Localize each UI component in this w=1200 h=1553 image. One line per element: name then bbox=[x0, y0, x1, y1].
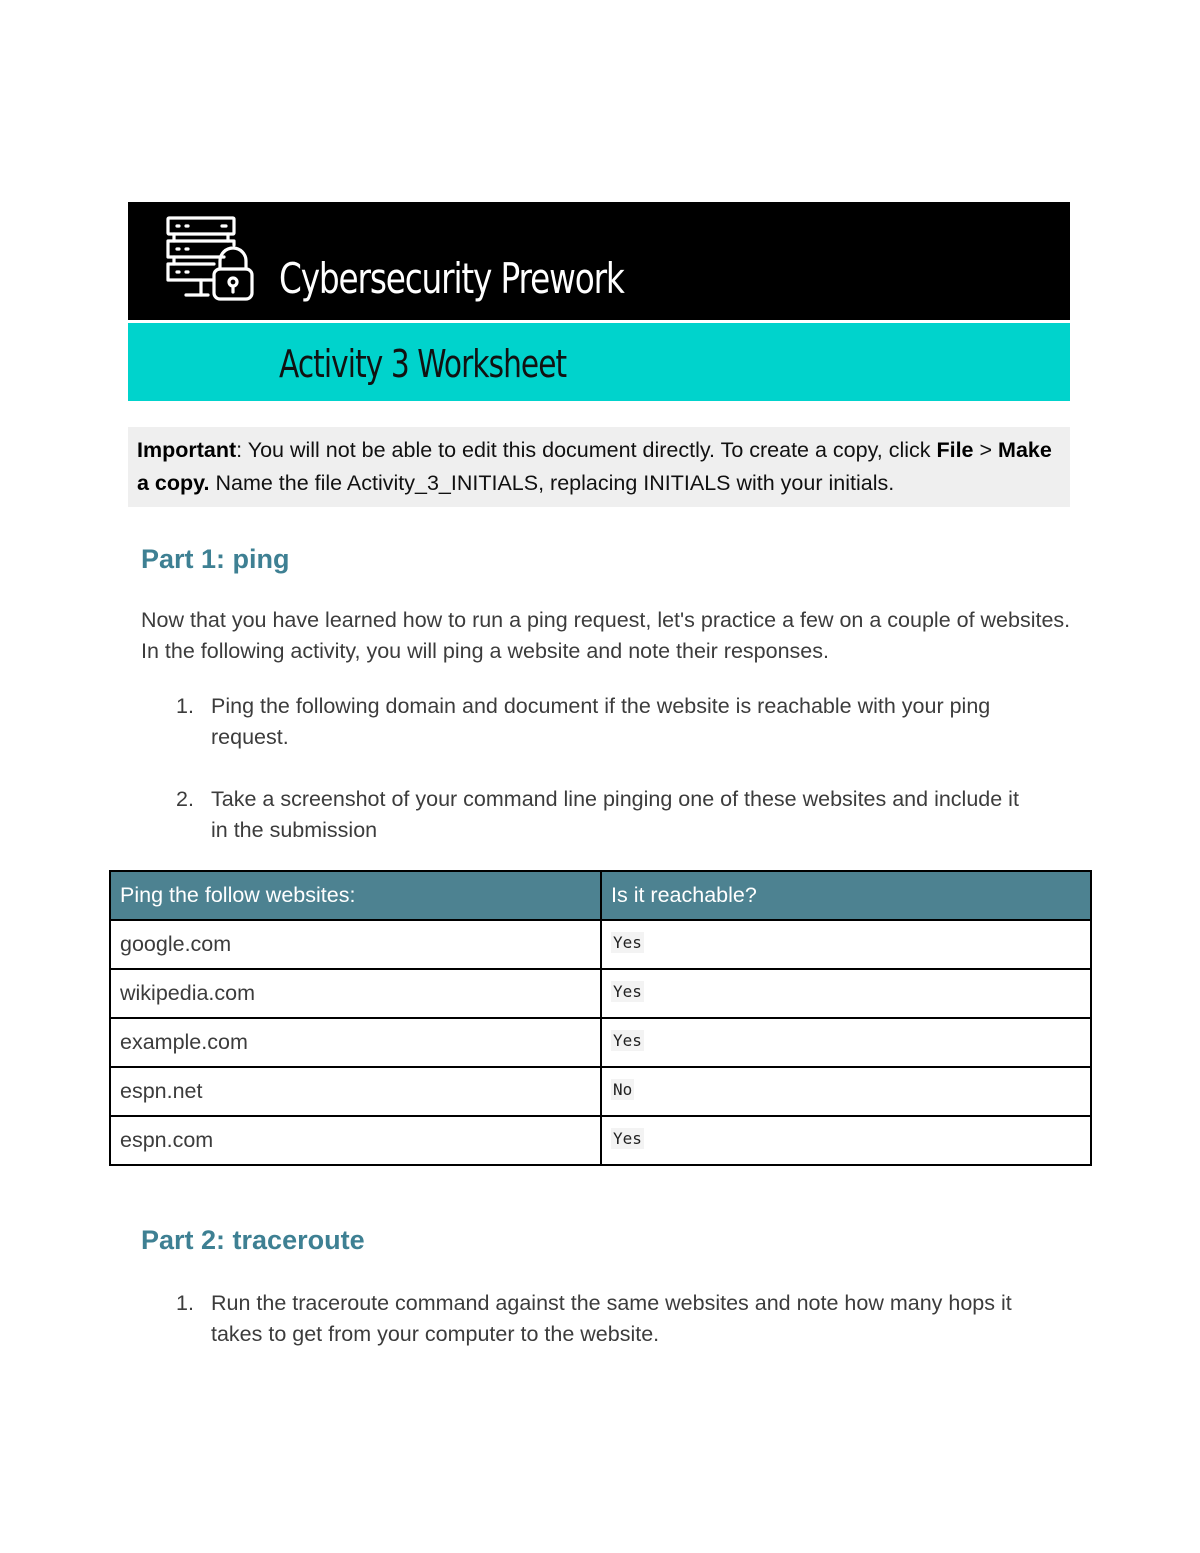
file-menu-label: File bbox=[936, 438, 974, 462]
reachable-answer: Yes bbox=[613, 933, 642, 952]
reachable-cell[interactable] bbox=[601, 969, 1091, 1018]
important-notice bbox=[128, 427, 1070, 507]
table-row bbox=[110, 1116, 1091, 1165]
list-number: 1. bbox=[176, 1291, 194, 1315]
reachable-cell[interactable] bbox=[601, 1067, 1091, 1116]
title-banner bbox=[128, 202, 1070, 320]
subtitle-banner bbox=[128, 323, 1070, 401]
website-cell: google.com bbox=[110, 920, 601, 969]
list-number: 1. bbox=[176, 694, 194, 718]
part1-heading: Part 1: ping bbox=[141, 544, 290, 574]
list-number: 2. bbox=[176, 787, 194, 811]
reachable-cell[interactable] bbox=[601, 1116, 1091, 1165]
website-cell: espn.net bbox=[110, 1067, 601, 1116]
column-header-reachable: Is it reachable? bbox=[601, 871, 1091, 920]
reachable-cell[interactable] bbox=[601, 920, 1091, 969]
table-row bbox=[110, 969, 1091, 1018]
part1-intro: Now that you have learned how to run a ping request, let's practice a few on a couple of websites. In the following activity, you will ping a website and note their responses. bbox=[141, 608, 1071, 663]
reachable-answer: No bbox=[613, 1080, 633, 1099]
reachable-answer: Yes bbox=[613, 1031, 642, 1050]
document-title: Cybersecurity Prework bbox=[279, 254, 624, 303]
table-row bbox=[110, 1018, 1091, 1067]
website-cell: wikipedia.com bbox=[110, 969, 601, 1018]
list-text: Take a screenshot of your command line pinging one of these websites and include it in the submission bbox=[211, 787, 1019, 842]
website-cell: example.com bbox=[110, 1018, 601, 1067]
list-text: Ping the following domain and document if the website is reachable with your ping request. bbox=[211, 694, 991, 749]
website-cell: espn.com bbox=[110, 1116, 601, 1165]
notice-text-1: : You will not be able to edit this document directly. To create a copy, click bbox=[236, 438, 937, 462]
server-lock-icon bbox=[164, 214, 254, 304]
table-header-row bbox=[110, 871, 1091, 920]
table-row bbox=[110, 920, 1091, 969]
important-label: Important bbox=[137, 438, 237, 462]
reachable-cell[interactable] bbox=[601, 1018, 1091, 1067]
make-copy-label: Make a copy. bbox=[137, 438, 1052, 495]
reachable-answer: Yes bbox=[613, 1129, 642, 1148]
reachable-answer: Yes bbox=[613, 982, 642, 1001]
part2-heading: Part 2: traceroute bbox=[141, 1225, 365, 1255]
column-header-websites: Ping the follow websites: bbox=[110, 871, 601, 920]
table-row bbox=[110, 1067, 1091, 1116]
ping-results-table bbox=[109, 870, 1092, 1166]
document-subtitle: Activity 3 Worksheet bbox=[279, 342, 567, 386]
list-text: Run the traceroute command against the same websites and note how many hops it takes to get from your computer to the website. bbox=[211, 1291, 1012, 1346]
notice-text-2: > bbox=[973, 438, 999, 462]
notice-text-3: Name the file Activity_3_INITIALS, replacing INITIALS with your initials. bbox=[209, 470, 895, 495]
